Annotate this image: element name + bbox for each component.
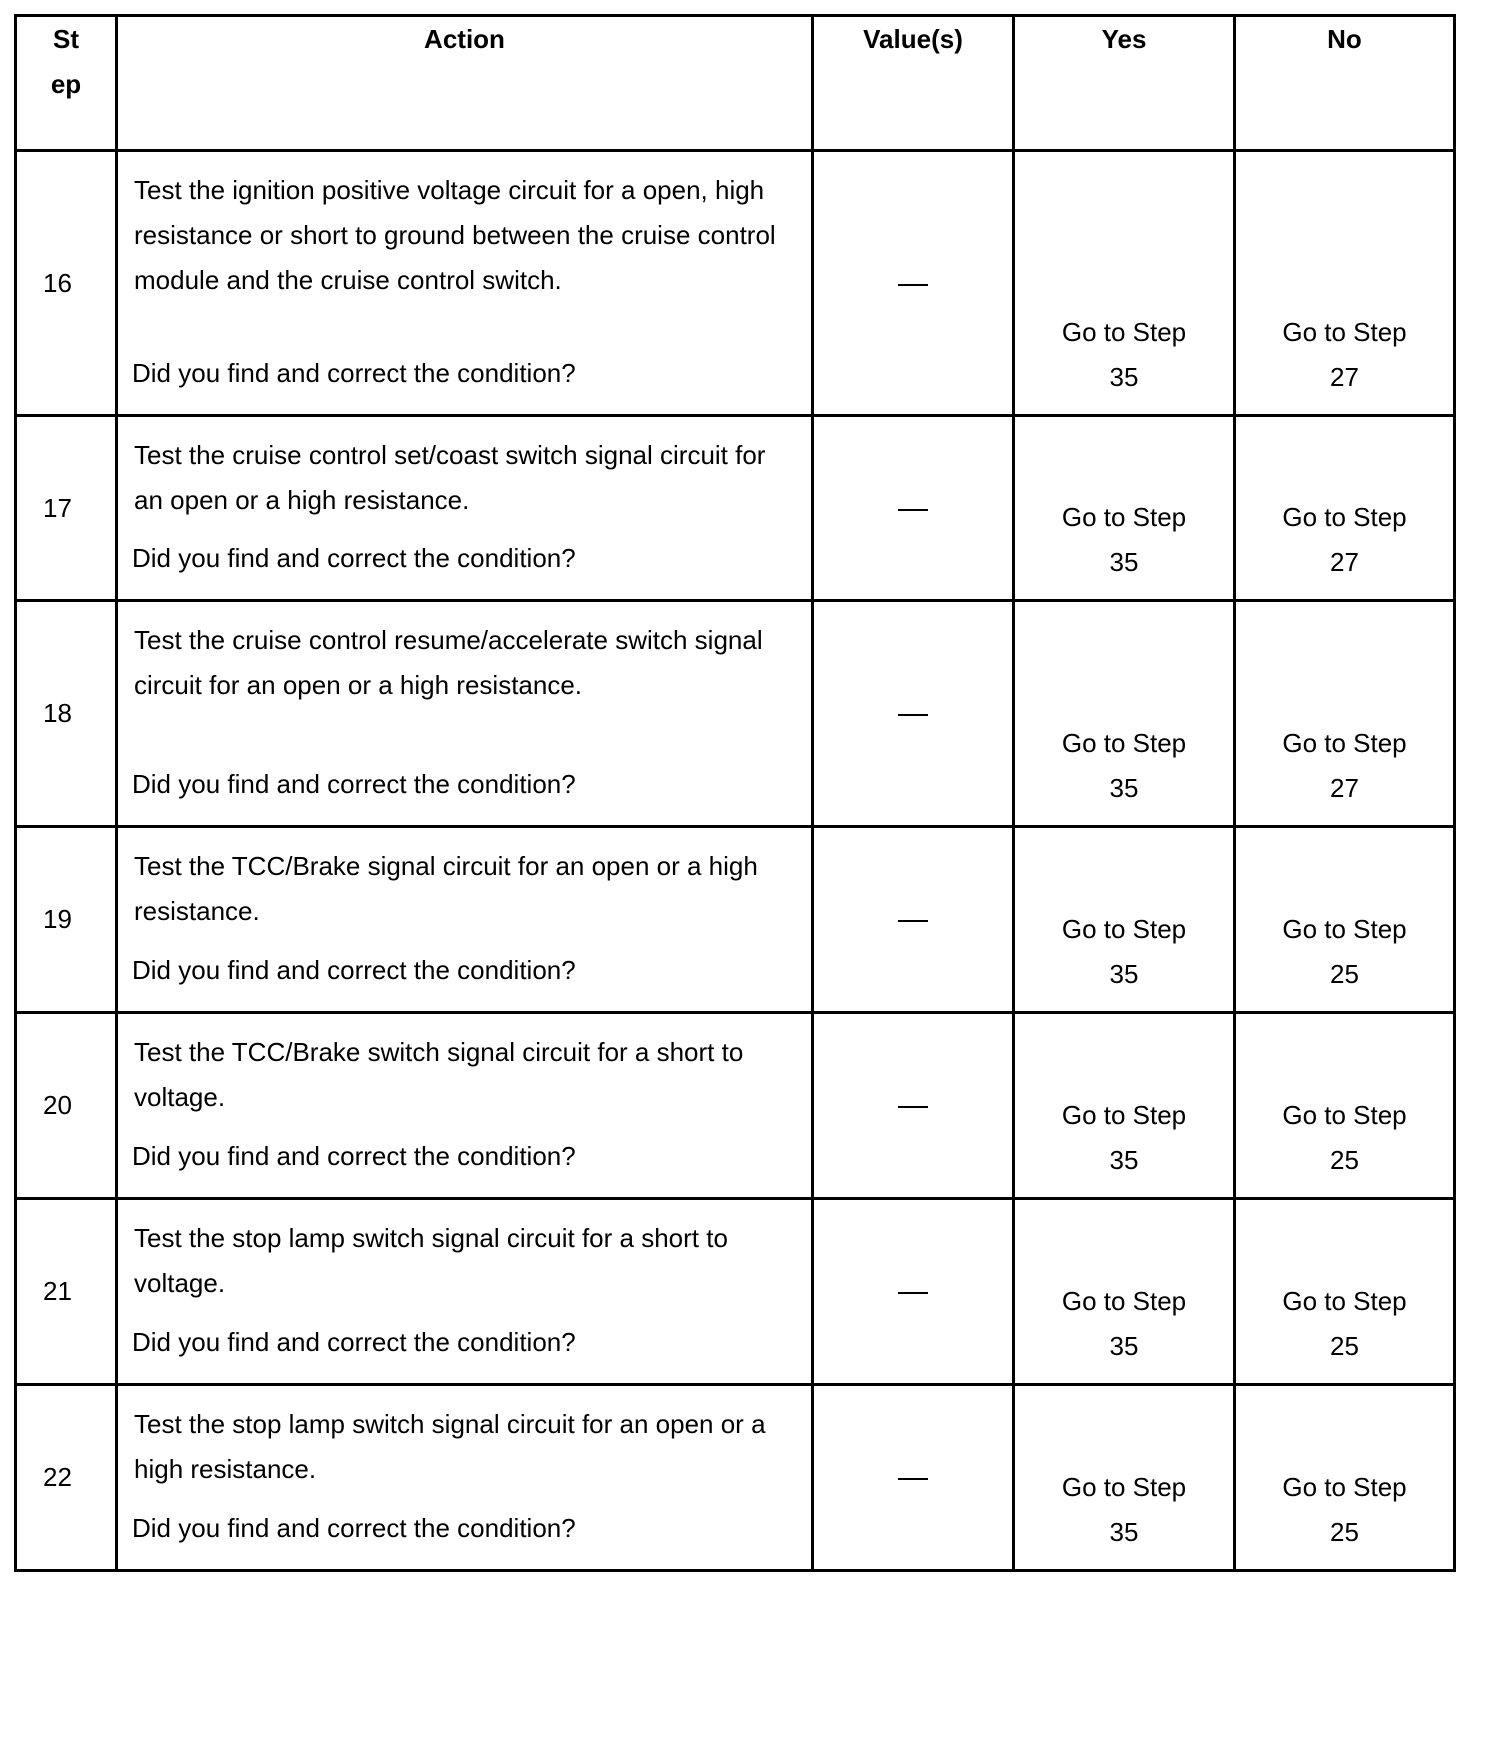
value-dash bbox=[898, 284, 928, 286]
table-row bbox=[16, 827, 1455, 1013]
action-cell bbox=[117, 601, 813, 827]
no-cell bbox=[1235, 1199, 1455, 1385]
table-row bbox=[16, 151, 1455, 416]
action-question-text: Did you find and correct the condition? bbox=[132, 1141, 576, 1171]
yes-go-to-label: Go to Step bbox=[1061, 914, 1187, 944]
yes-cell bbox=[1014, 151, 1235, 416]
no-step-number: 25 bbox=[1330, 959, 1359, 989]
step-number: 21 bbox=[16, 1199, 117, 1385]
header-step-line2: ep bbox=[50, 69, 82, 99]
header-step-line1: St bbox=[53, 24, 79, 54]
action-question-text: Did you find and correct the condition? bbox=[132, 1513, 576, 1543]
step-number: 19 bbox=[16, 827, 117, 1013]
step-number: 18 bbox=[16, 601, 117, 827]
yes-step-number: 35 bbox=[1109, 773, 1139, 803]
no-cell bbox=[1235, 1385, 1455, 1571]
action-test-text: Test the TCC/Brake switch signal circuit for a short to voltage. bbox=[134, 1037, 744, 1112]
action-cell bbox=[117, 1199, 813, 1385]
no-step-number: 25 bbox=[1330, 1331, 1359, 1361]
no-go-to-label: Go to Step bbox=[1282, 1472, 1407, 1502]
no-step-number: 25 bbox=[1330, 1145, 1359, 1175]
no-cell bbox=[1235, 416, 1455, 601]
action-question-text: Did you find and correct the condition? bbox=[132, 1327, 576, 1357]
table-row bbox=[16, 1013, 1455, 1199]
table-row bbox=[16, 601, 1455, 827]
action-question-text: Did you find and correct the condition? bbox=[132, 543, 576, 573]
action-question-text: Did you find and correct the condition? bbox=[132, 955, 576, 985]
value-dash bbox=[898, 1292, 928, 1294]
no-cell bbox=[1235, 601, 1455, 827]
no-go-to-label: Go to Step bbox=[1282, 1286, 1407, 1316]
yes-cell bbox=[1014, 1013, 1235, 1199]
value-cell bbox=[813, 416, 1014, 601]
action-question-text: Did you find and correct the condition? bbox=[132, 769, 576, 799]
header-values: Value(s) bbox=[813, 16, 1014, 151]
yes-cell bbox=[1014, 827, 1235, 1013]
action-cell bbox=[117, 151, 813, 416]
action-test-text: Test the TCC/Brake signal circuit for an open or a high resistance. bbox=[134, 851, 758, 926]
value-cell bbox=[813, 827, 1014, 1013]
step-number: 20 bbox=[16, 1013, 117, 1199]
no-go-to-label: Go to Step bbox=[1282, 317, 1407, 347]
value-dash bbox=[898, 1478, 928, 1480]
no-step-number: 25 bbox=[1330, 1517, 1359, 1547]
yes-go-to-label: Go to Step bbox=[1061, 1472, 1187, 1502]
step-number: 22 bbox=[16, 1385, 117, 1571]
action-question-text: Did you find and correct the condition? bbox=[132, 358, 576, 388]
yes-step-number: 35 bbox=[1109, 959, 1139, 989]
action-cell bbox=[117, 416, 813, 601]
action-test-text: Test the stop lamp switch signal circuit for a short to voltage. bbox=[134, 1223, 728, 1298]
action-test-text: Test the cruise control resume/accelerate switch signal circuit for an open or a high resistance. bbox=[134, 625, 763, 700]
yes-step-number: 35 bbox=[1109, 1145, 1139, 1175]
value-cell bbox=[813, 1385, 1014, 1571]
header-yes: Yes bbox=[1014, 16, 1235, 151]
yes-cell bbox=[1014, 1199, 1235, 1385]
value-dash bbox=[898, 714, 928, 716]
header-action: Action bbox=[117, 16, 813, 151]
value-cell bbox=[813, 1199, 1014, 1385]
yes-step-number: 35 bbox=[1109, 547, 1139, 577]
yes-cell bbox=[1014, 1385, 1235, 1571]
action-test-text: Test the cruise control set/coast switch signal circuit for an open or a high resistance. bbox=[134, 440, 766, 515]
yes-go-to-label: Go to Step bbox=[1061, 1100, 1187, 1130]
table-row bbox=[16, 416, 1455, 601]
header-no: No bbox=[1235, 16, 1455, 151]
no-step-number: 27 bbox=[1330, 773, 1359, 803]
no-step-number: 27 bbox=[1330, 547, 1359, 577]
yes-go-to-label: Go to Step bbox=[1061, 502, 1187, 532]
no-cell bbox=[1235, 827, 1455, 1013]
yes-step-number: 35 bbox=[1109, 1517, 1139, 1547]
header-row bbox=[16, 16, 1455, 151]
no-go-to-label: Go to Step bbox=[1282, 1100, 1407, 1130]
table-row bbox=[16, 1385, 1455, 1571]
action-cell bbox=[117, 827, 813, 1013]
step-number: 16 bbox=[16, 151, 117, 416]
action-test-text: Test the stop lamp switch signal circuit for an open or a high resistance. bbox=[134, 1409, 766, 1484]
yes-step-number: 35 bbox=[1109, 1331, 1139, 1361]
value-dash bbox=[898, 1106, 928, 1108]
value-cell bbox=[813, 151, 1014, 416]
no-cell bbox=[1235, 151, 1455, 416]
yes-step-number: 35 bbox=[1109, 362, 1139, 392]
header-step bbox=[16, 16, 117, 151]
yes-go-to-label: Go to Step bbox=[1061, 1286, 1187, 1316]
no-go-to-label: Go to Step bbox=[1282, 502, 1407, 532]
step-number: 17 bbox=[16, 416, 117, 601]
action-cell bbox=[117, 1385, 813, 1571]
no-cell bbox=[1235, 1013, 1455, 1199]
value-dash bbox=[898, 509, 928, 511]
action-test-text: Test the ignition positive voltage circuit for a open, high resistance or short to ground between the cruise control module and the cruise control switch. bbox=[134, 175, 776, 295]
value-cell bbox=[813, 1013, 1014, 1199]
diagnostic-table bbox=[14, 14, 1456, 1572]
yes-cell bbox=[1014, 601, 1235, 827]
no-go-to-label: Go to Step bbox=[1282, 728, 1407, 758]
value-dash bbox=[898, 920, 928, 922]
yes-go-to-label: Go to Step bbox=[1061, 317, 1187, 347]
yes-cell bbox=[1014, 416, 1235, 601]
action-cell bbox=[117, 1013, 813, 1199]
yes-go-to-label: Go to Step bbox=[1061, 728, 1187, 758]
no-step-number: 27 bbox=[1330, 362, 1359, 392]
no-go-to-label: Go to Step bbox=[1282, 914, 1407, 944]
table-row bbox=[16, 1199, 1455, 1385]
value-cell bbox=[813, 601, 1014, 827]
